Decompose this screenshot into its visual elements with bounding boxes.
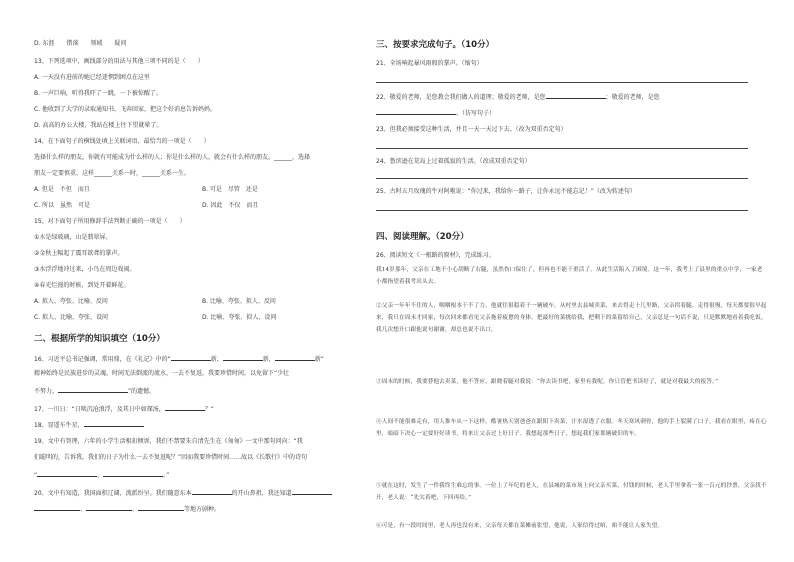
q16-text-a: 16、习近平总书记强调，常用鼎，在《礼记》中的“ [34,356,171,363]
q19-text-a: “ [34,472,38,479]
q20-blank-4[interactable] [86,504,132,511]
q22-blank-1[interactable] [546,92,606,99]
q13-option-d: D. 高高的办公大楼，我站在楼上往下望就晕了。 [34,122,163,129]
q16-line-1 [34,354,324,364]
q23-answer-line[interactable] [376,148,748,149]
reading-paragraph-1: 我14岁那年，父亲在工地不小心刮断了右腿，虽然伤口保住了，但再也不能干重活了。从此生活陷入了困境。这一年，我考上了县里的重点中学，一家老小都指望着我考出头去。 [376,267,763,285]
q17-end: ？” [204,406,214,413]
q22-line-2 [376,108,495,118]
q16-blank-1[interactable] [171,354,211,361]
q17-text: 17、一川日：“日啖沉沧浪浮，及其日中如探汤， [34,406,165,413]
q24-prompt: 24、鲁滨逊在荒岛上过着孤寂的生活。（改成双重否定句） [376,158,531,165]
q14-option-a: A. 但是 不但 而且 [34,186,90,193]
q13-option-c: C. 他收到了大学的录取通知书，飞奔回家，把这个好消息告诉妈妈。 [34,106,217,113]
q16-blank-2[interactable] [223,354,263,361]
q16-blank-3[interactable] [275,354,315,361]
q20-line-1 [34,488,332,498]
q20-text-c: 等地方剧种。 [184,506,221,513]
q14-option-c: C. 所以 虽然 可是 [34,202,91,209]
q15-line-2: ②金秋上幅起了震耳欲聋的掌声。 [34,250,124,257]
q19-text-c: 。” [163,472,170,479]
q22-text-c: 。（仿写句子） [456,110,496,117]
q22-text-a: 22、敬爱的老师，是您教会我们做人的道理；敬爱的老师，是您 [376,94,546,101]
q20-blank-1[interactable] [192,488,232,495]
q26-prompt: 26、阅读短文《一根路的原材》，完成练习。 [376,252,495,259]
section-3-heading: 三、按要求完成句子。（10分） [376,40,495,50]
q16-text-d: 新” [314,356,324,363]
reading-paragraph-6: ⑥可是，有一段时间里，老人再也没有来，父亲每天都在菜摊前张望，他说，人家信得过咱，咱不能让人家失望。 [376,523,664,529]
q22-blank-2[interactable] [376,108,456,115]
q13-option-a: A. 一天没有进前的她已经迷惘到困点在这里 [34,74,150,81]
q18-blank[interactable] [84,420,144,427]
q13-option-b: B. 一声巨响，听得我吓了一跳，一下被惊醒了。 [34,90,162,97]
q16-line-3 [34,386,155,396]
q15-option-a: A. 拟人、夸张、比喻、反问 [34,298,108,305]
q16-text-b: 新， [210,356,223,363]
q17-blank[interactable] [165,404,205,411]
q15-line-3: ③水浮浮地冲过来，小鸟在周边戏闹。 [34,266,136,273]
q13-stem: 13、下列选项中，画线部分的用法与其他三项不同的是（ ） [34,58,204,65]
q15-line-1: ①水是绿玻璃，山是翡翠屏。 [34,234,112,241]
q14-option-b: B. 可是 尽管 还是 [202,186,258,193]
q19-text-b: ， [97,472,104,479]
reading-paragraph-5: ⑤就在这时，发生了一件我终生难忘的事。一位上了年纪的老人，在县城的菜市场上向父亲买菜，付钱的时候，老人手里拿着一张一百元的钞票，父亲找不开，老人说：“先欠着吧，下回再给。” [376,483,767,501]
q17-line [34,404,214,414]
q19-blank-1[interactable] [37,470,97,477]
reading-paragraph-4: ④人间不能很难走有，用人推车从一下这样。酷暑热天别爸爸在跟阳下卖菜，汗水湿透了衣服。冬天寒风刺骨，他的手上裂满了口子。我看在眼里，疼在心里，暗暗下决心一定要好好读书，将来让父亲过上好日子。我想起那些日子，想起我们家那辆破旧的车。 [376,419,767,437]
q14-option-d: D. 因此 不仅 而且 [202,202,259,209]
q19-line-1: 19、文中有智理，六年的小学生活相扣倾诉，我们不禁要朱自清先生在《匆匆》一文中那句问向：“我 [34,438,303,445]
reading-paragraph-3: ③周末的时候，我要替他去卖菜，他不答应，跟晓着腿对我说：“你去读书吧，家里有我呢。你只管把书读好了，就是对我最大的报答。” [376,379,719,385]
q22-line [376,92,660,102]
q20-text-a: 20、文中有知造，我国面积辽阔，流派纷呈。我们随意东本 [34,490,192,497]
q20-blank-5[interactable] [138,504,184,511]
q16-line-2: 精神始终是民族进步的灵魂。时间无法倒流的流水，一去不复返，我要珍惜时间，以免留下“少壮 [34,370,290,377]
q14-sentence-1: 选择什么样的朋友，你就有可能成为什么样的人；你是什么样的人，就会有什么样的朋友。______，选择 [34,154,311,161]
reading-paragraph-2: ②父亲一年年不住的人，咽咽根本干不了力，他就往很稳着干一辆破车，从村里去县城卖菜，来去得走十几里路，父亲拐着腿，走得很慢，每天都要很早起来，我只在周末才回家，每次回来都看见父亲拖着疲惫的身体，把最好的菜挑给我，把剩下的菜留给自己，父亲总是一句话不说，只是默默地看着我吃饭。我几次想开口跟他说句谢谢，却总也说不出口。 [376,303,767,333]
q16-blank-4[interactable] [58,386,128,393]
q25-prompt: 25、古时五月玫瑰的牛对阿啦说：“你过来，我给你一路子，让你永远不能忘记！”（改为转述句） [376,188,636,195]
q14-stem: 14、在下面句子的横线处填上关联词语，最恰当的一项是（ ） [34,138,210,145]
q14-sentence-2: 朋友一定要慎重，这样______关系一时，______关系一生。 [34,170,191,177]
q18-text: 18、显遥车牛星， [34,422,84,429]
q15-option-d: D. 比喻、夸张、拟人、设问 [202,314,277,321]
prev-option-d: D. 东涯 错落 领域 疑问 [34,40,127,47]
q21-answer-line[interactable] [376,82,748,83]
q19-line-3 [34,470,169,480]
q23-prompt: 23、但我必须接受这种生活，并且一天一天过下去。（改为双重否定句） [376,126,567,133]
q15-stem: 15、对下面句子所用修辞手法判断正确的一项是（ ） [34,218,186,225]
q20-blank-2[interactable] [292,488,332,495]
q20-text-b: 的开山鼻祖，我还知道 [231,490,292,497]
q22-text-b: ；敬爱的老师，是您 [605,94,660,101]
q25-answer-line[interactable] [376,210,748,211]
q19-blank-2[interactable] [103,470,163,477]
q19-line-2: 们聪明的，告诉我，我们的日子为什么一去不复返呢？”因而我要珍惜时间……故以《长歌行》中的诗句 [34,454,308,461]
q16-text-f: ”的遗憾。 [128,388,156,395]
q18-line [34,420,144,430]
q15-option-b: B. 比喻、夸张、拟人、反问 [202,298,276,305]
q20-line-2: 、 、 等地方剧种。 [34,504,220,514]
section-2-heading: 二、根据所学的知识填空（10分） [34,334,165,344]
section-4-heading: 四、阅读理解。（20分） [376,232,469,242]
q16-text-e: 不努力， [34,388,59,395]
q15-line-4: ④春光烂漫的时候，到处开着鲜花。 [34,282,130,289]
q24-answer-line[interactable] [376,178,748,179]
q21-prompt: 21、全场响起暴风雨般的掌声。（缩句） [376,60,483,67]
q15-option-c: C. 拟人、比喻、夸张、设问 [34,314,109,321]
q16-text-c: 新， [262,356,275,363]
q20-blank-3[interactable] [34,504,80,511]
